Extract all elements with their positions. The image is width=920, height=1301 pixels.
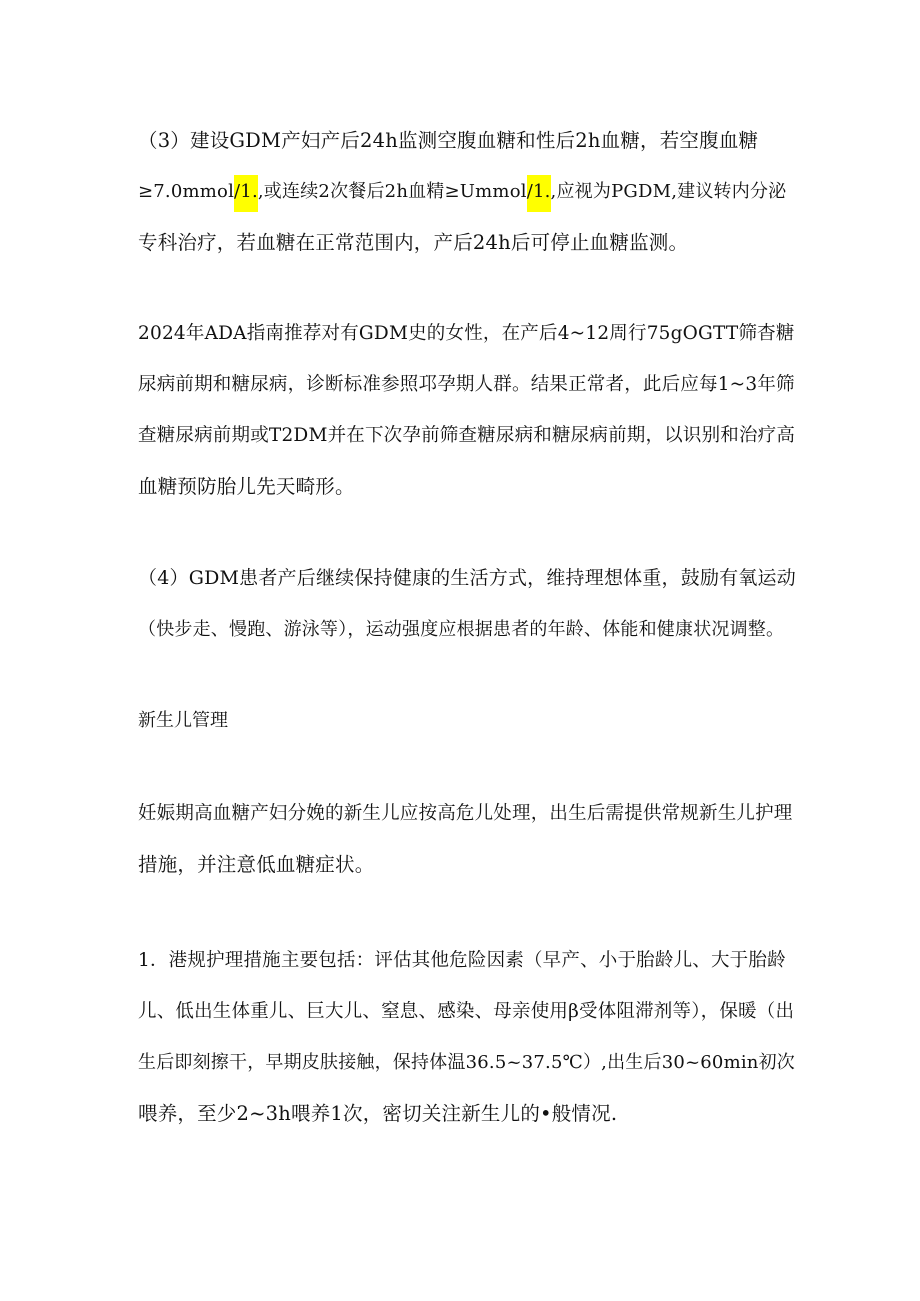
text-segment: ≥7.0mmol xyxy=(138,181,235,202)
text-segment: ,或连续2次餐后2h血精≥Ummol xyxy=(257,181,527,202)
text-line: （3）建设GDM产妇产后24h监测空腹血糖和性后2h血糖，若空腹血糖 xyxy=(138,129,759,152)
highlighted-unit: /1. xyxy=(527,175,551,212)
text-line: 查糖尿病前期或T2DM并在下次孕前筛查糖尿病和糖尿病前期，以识别和治疗高 xyxy=(138,425,796,446)
text-line: （4）GDM患者产后继续保持健康的生活方式，维持理想体重，鼓励有氧运动 xyxy=(138,567,796,589)
paragraph-routine-care xyxy=(138,935,798,1139)
text-line: 专科治疗，若血糖在正常范围内，产后24h后可停止血糖监测。 xyxy=(138,231,689,254)
text-line: 生后即刻擦干，早期皮肤接触，保持体温36.5~37.5℃）,出生后30~60min初次 xyxy=(138,1052,796,1073)
text-line: 儿、低出生体重儿、巨大儿、窒息、感染、母亲使用β受体阻滞剂等），保暖（出 xyxy=(138,1001,795,1022)
text-line: 1．港规护理措施主要包括：评估其他危险因素（早产、小于胎龄儿、大于胎龄 xyxy=(138,950,786,971)
paragraph-newborn-intro xyxy=(138,788,798,890)
text-segment: ,应视为PGDM,建议转内分泌 xyxy=(550,181,787,202)
highlighted-unit: /1. xyxy=(234,175,258,212)
text-line: 措施，并注意低血糖症状。 xyxy=(138,853,375,876)
text-line: 尿病前期和糖尿病，诊断标准参照邛孕期人群。结果正常者，此后应每1~3年筛 xyxy=(138,374,795,395)
text-line: （快步走、慢跑、游泳等），运动强度应根据患者的年龄、体能和健康状况调整。 xyxy=(138,619,785,640)
paragraph-ada-guideline xyxy=(138,308,798,512)
text-line: 血糖预防胎儿先天畸形。 xyxy=(138,475,355,498)
text-line: 喂养，至少2~3h喂养1次，密切关注新生儿的•般情况. xyxy=(138,1102,618,1125)
paragraph-postpartum-monitoring xyxy=(138,115,798,268)
paragraph-lifestyle xyxy=(138,553,798,655)
text-line: 妊娠期高血糖产妇分娩的新生儿应按高危儿处理，出生后需提供常规新生儿护理 xyxy=(138,803,793,824)
text-line: 2024年ADA指南推荐对有GDM史的女性，在产后4~12周行75gOGTT筛杳糖 xyxy=(138,323,795,344)
text-line xyxy=(138,166,798,217)
section-heading: 新生儿管理 xyxy=(138,710,228,731)
